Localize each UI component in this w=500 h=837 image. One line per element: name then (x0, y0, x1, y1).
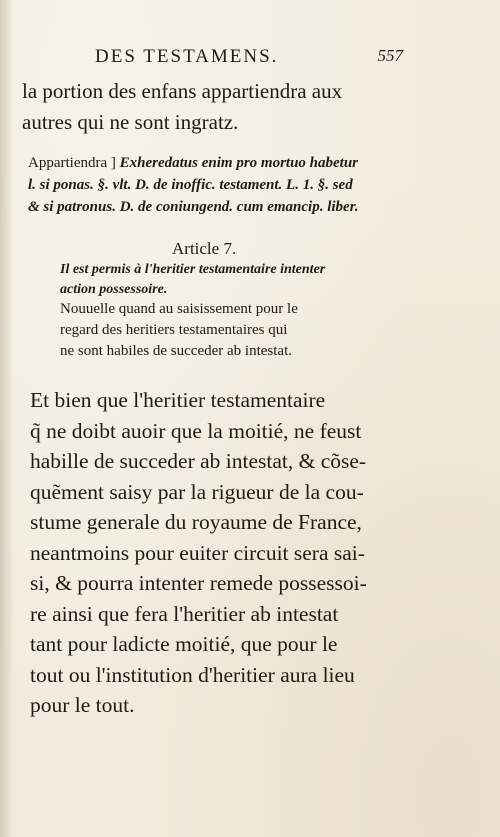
main-line-3: habille de succeder ab intestat, & cõse- (30, 449, 367, 473)
main-line-9: tant pour ladicte moitié, que pour le (30, 632, 338, 656)
main-line-7: si, & pourra intenter remede possessoi- (30, 571, 367, 595)
opening-line-1: la portion des enfans appartiendra aux (22, 79, 343, 103)
legal-citation (28, 152, 428, 218)
main-line-8: re ainsi que fera l'heritier ab intestat (30, 601, 339, 626)
citation-line-2: l. si ponas. §. vlt. D. de inoffic. testament. L. 1. §. sed (28, 177, 353, 193)
main-line-10: tout ou l'institution d'heritier aura lieu (30, 662, 355, 687)
article-heading: Article 7. (172, 239, 237, 258)
citation-label: Appartiendra ] (28, 155, 116, 171)
main-paragraph (30, 385, 430, 721)
main-line-5: stume generale du royaume de France, (30, 510, 362, 534)
main-line-1: Et bien que l'heritier testamentaire (30, 388, 326, 412)
citation-line-1 (28, 152, 428, 174)
citation-line-3: & si patronus. D. de coniungend. cum emancip. liber. (28, 199, 359, 215)
article-title-line-1: Il est permis à l'heritier testamentaire intenter (60, 262, 326, 277)
opening-lines (22, 76, 422, 138)
main-line-6: neantmoins pour euiter circuit sera sai- (30, 540, 365, 565)
article-note (60, 299, 460, 362)
page-number: 557 (377, 46, 403, 65)
running-head: DES TESTAMENS. (95, 46, 279, 67)
article-note-line-1: Nouuelle quand au saisissement pour le (60, 301, 298, 317)
main-line-11: pour le tout. (30, 693, 135, 717)
opening-line-2: autres qui ne sont ingratz. (22, 110, 239, 134)
citation-text-1: Exheredatus enim pro mortuo habetur (119, 155, 359, 171)
article-note-line-3: ne sont habiles de succeder ab intestat. (60, 343, 293, 359)
main-line-2: q̃ ne doibt auoir que la moitié, ne feust (30, 418, 362, 443)
main-line-4: quẽment saisy par la rigueur de la cou- (30, 479, 364, 504)
article-title (60, 260, 460, 300)
article-note-line-2: regard des heritiers testamentaires qui (60, 322, 288, 338)
article-title-line-2: action possessoire. (60, 282, 168, 297)
